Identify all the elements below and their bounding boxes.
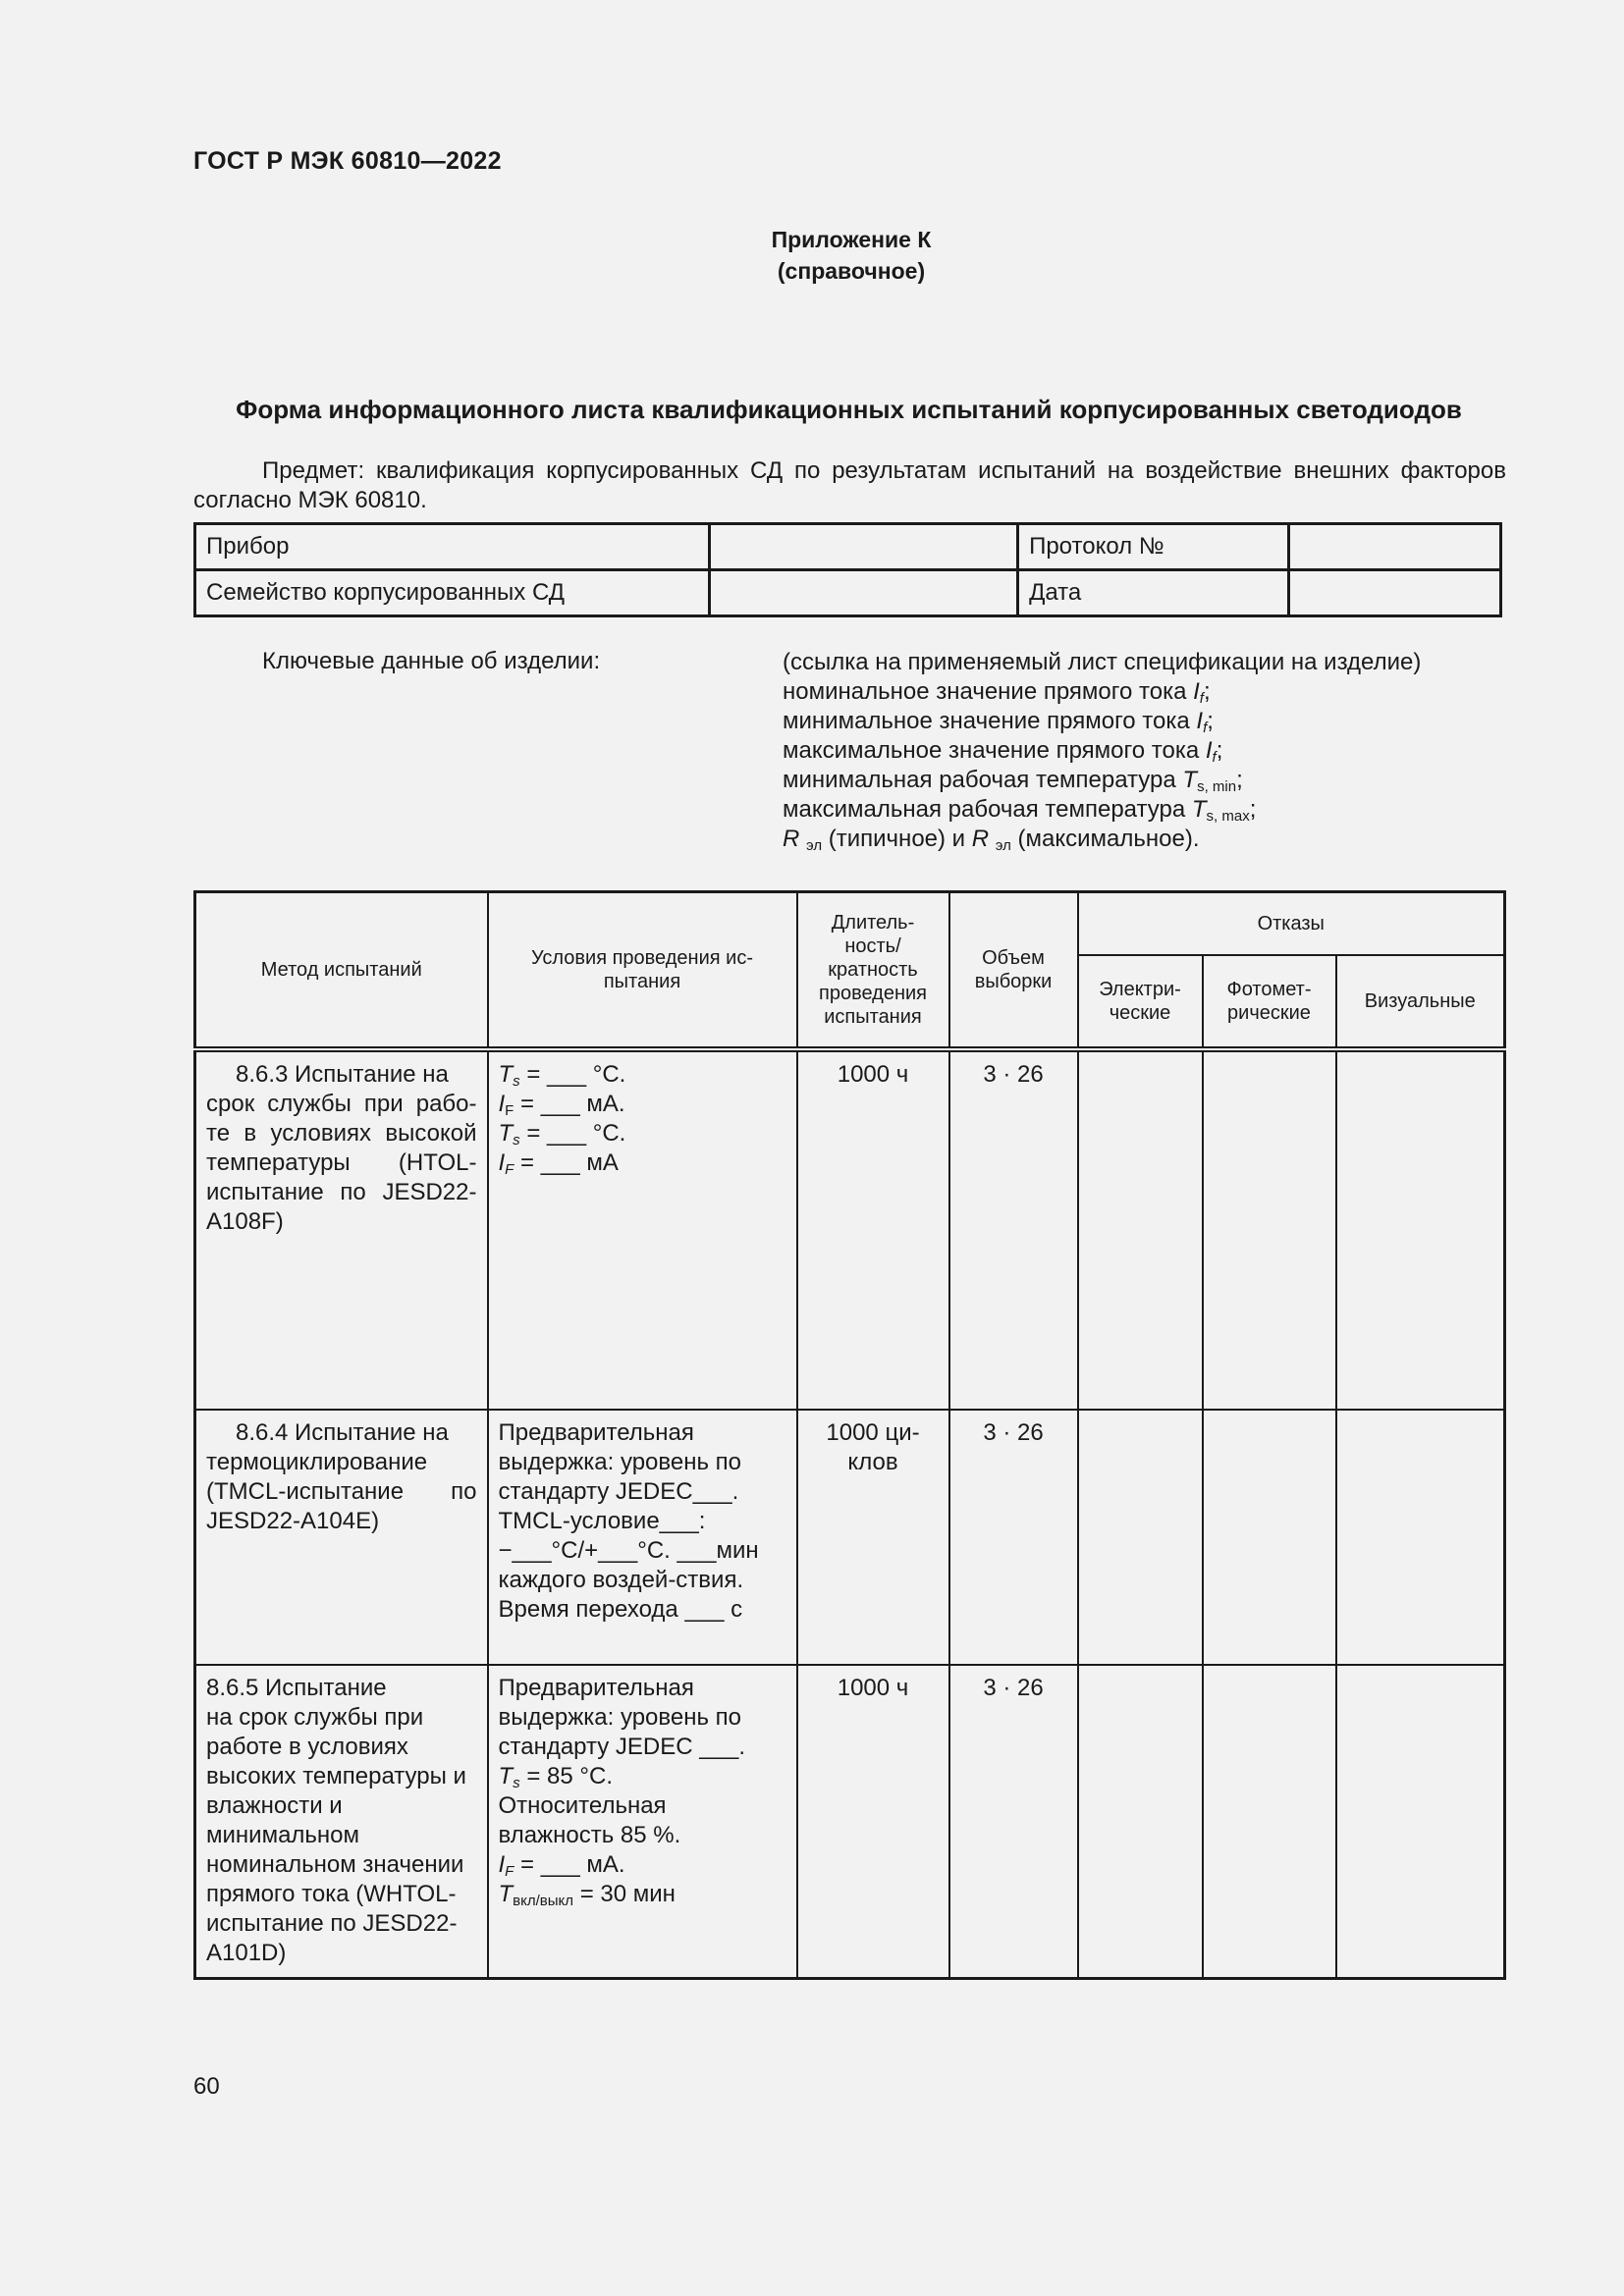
protocol-label: Протокол №: [1018, 524, 1289, 570]
header-visual: Визуальные: [1336, 955, 1505, 1049]
electrical-cell[interactable]: [1078, 1665, 1203, 1979]
family-field[interactable]: [710, 570, 1018, 616]
table-row: [195, 1049, 1505, 1410]
annex-heading: [0, 224, 1624, 287]
test-table: [193, 890, 1506, 1980]
visual-cell[interactable]: [1336, 1049, 1505, 1410]
header-sample: Объем выборки: [949, 892, 1078, 1049]
document-code: ГОСТ Р МЭК 60810—2022: [193, 147, 502, 175]
info-table: [193, 522, 1502, 617]
info-row-device: [195, 524, 1501, 570]
key-data-list: [783, 648, 1421, 854]
table-header-row: [195, 892, 1505, 955]
device-field[interactable]: [710, 524, 1018, 570]
date-field[interactable]: [1288, 570, 1500, 616]
form-title: Форма информационного листа квалификационных испытаний корпусированных светодиодов: [236, 395, 1462, 424]
page-number: 60: [193, 2073, 220, 2100]
photometric-cell[interactable]: [1203, 1665, 1336, 1979]
annex-type: (справочное): [777, 258, 926, 284]
key-data-nom-current: номинальное значение прямого тока $I_f$;: [783, 678, 1211, 707]
protocol-field[interactable]: [1288, 524, 1500, 570]
duration-cell: 1000 ч: [797, 1049, 949, 1410]
key-data-max-temp: максимальная рабочая температура $T_{s, max}$;: [783, 796, 1257, 825]
method-cell: 8.6.3 Испытание на срок службы при рабо-те в условиях высокой температуры (HTOL-испытание по JESD22-A108F): [195, 1049, 488, 1410]
method-cell: 8.6.5 Испытание на срок службы при работе в условиях высоких температуры и влажности и минимальном номинальном значении прямого тока (WHTOL-испытание по JESD22-A101D): [195, 1665, 488, 1979]
conditions-cell: Предварительная выдержка: уровень по стандарту JEDEC___. TMCL-условие___: −___°С/+___°С. ___мин каждого воздей-ствия. Время перехода ___ с: [488, 1410, 797, 1665]
key-data-ref: (ссылка на применяемый лист спецификации на изделие): [783, 649, 1422, 675]
header-method: Метод испытаний: [195, 892, 488, 1049]
key-data-max-current: максимальное значение прямого тока $I_f$;: [783, 737, 1223, 766]
photometric-cell[interactable]: [1203, 1049, 1336, 1410]
electrical-cell[interactable]: [1078, 1049, 1203, 1410]
key-data-label: Ключевые данные об изделии:: [262, 648, 601, 674]
date-label: Дата: [1018, 570, 1289, 616]
duration-cell: 1000 ци-клов: [797, 1410, 949, 1665]
table-row: [195, 1665, 1505, 1979]
device-label: Прибор: [195, 524, 710, 570]
duration-cell: 1000 ч: [797, 1665, 949, 1979]
family-label: Семейство корпусированных СД: [195, 570, 710, 616]
info-row-family: [195, 570, 1501, 616]
visual-cell[interactable]: [1336, 1665, 1505, 1979]
sample-cell: 3 · 26: [949, 1410, 1078, 1665]
annex-title: Приложение К: [771, 227, 932, 252]
header-electrical: Электри-ческие: [1078, 955, 1203, 1049]
method-cell: 8.6.4 Испытание на термоциклирование (TMCL-испытание по JESD22-A104E): [195, 1410, 488, 1665]
table-row: [195, 1410, 1505, 1665]
subject-paragraph: Предмет: квалификация корпусированных СД по результатам испытаний на воздействие внешних факторов согласно МЭК 60810.: [193, 457, 1506, 513]
conditions-cell: Предварительная выдержка: уровень по стандарту JEDEC ___. $T_s = 85$ °С. Относительная влажность 85 %. $I_F$ = ___ мА. $T_{вкл/выкл} = 30$ мин: [488, 1665, 797, 1979]
electrical-cell[interactable]: [1078, 1410, 1203, 1665]
sample-cell: 3 · 26: [949, 1665, 1078, 1979]
header-conditions: Условия проведения ис-пытания: [488, 892, 797, 1049]
header-photometric: Фотомет-рические: [1203, 955, 1336, 1049]
header-duration: Длитель-ность/ кратность проведения испытания: [797, 892, 949, 1049]
header-failures: Отказы: [1078, 892, 1505, 955]
key-data-resistance: R $_{эл}$ (типичное) и R $_{эл}$ (максимальное).: [783, 826, 1200, 854]
sample-cell: 3 · 26: [949, 1049, 1078, 1410]
key-data-min-temp: минимальная рабочая температура $T_{s, min}$;: [783, 767, 1243, 795]
conditions-cell: $T_s$ = ___ °С. $I_F$ = ___ мА. $T_s$ = ___ °С. $I_F$ = ___ мА: [488, 1049, 797, 1410]
photometric-cell[interactable]: [1203, 1410, 1336, 1665]
visual-cell[interactable]: [1336, 1410, 1505, 1665]
key-data-min-current: минимальное значение прямого тока $I_f$;: [783, 708, 1214, 736]
